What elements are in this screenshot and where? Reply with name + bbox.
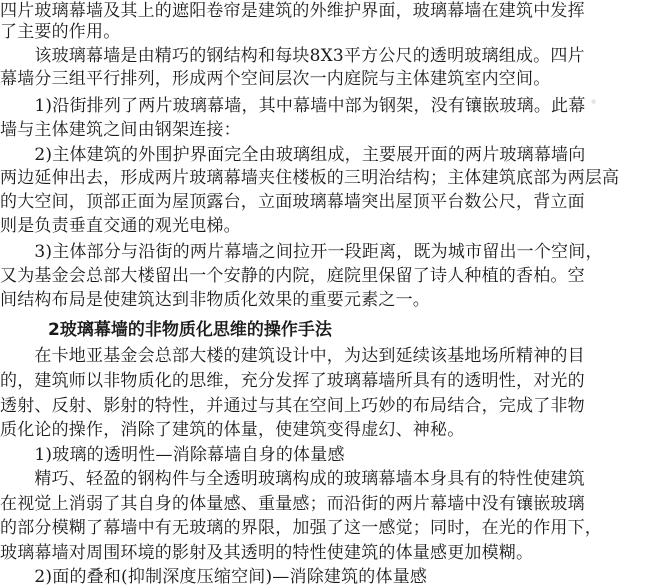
text-line: 2)面的叠和(抑制深度压缩空间)—消除建筑的体量感 — [0, 567, 428, 587]
text-line: 四片玻璃幕墙及其上的遮阳卷帘是建筑的外维护界面，玻璃幕墙在建筑中发挥 — [0, 1, 585, 21]
text-line: 幕墙分三组平行排列，形成两个空间层次一内庭院与主体建筑室内空间。 — [0, 69, 551, 89]
text-line: 质化论的操作，消除了建筑的体量，使建筑变得虚幻、神秘。 — [0, 420, 465, 440]
text-line: 2)主体建筑的外围护界面完全由玻璃组成，主要展开面的两片玻璃幕墙向 — [0, 145, 586, 165]
text-line: 玻璃幕墙对周围环境的影射及其透明的特性使建筑的体量感更加模糊。 — [0, 543, 534, 563]
text-line: 的大空间，顶部正面为屋顶露台，立面玻璃幕墙突出屋顶平台数公尺，背立面 — [0, 192, 585, 212]
text-line: 的，建筑师以非物质化的思维，充分发挥了玻璃幕墙所具有的透明性，对光的 — [0, 371, 585, 391]
text-line: 1)沿街排列了两片玻璃幕墙，其中幕墙中部为钢架，没有镶嵌玻璃。此幕 — [0, 96, 586, 116]
text-line: 则是负责垂直交通的观光电梯。 — [0, 216, 241, 236]
text-line: 该玻璃幕墙是由精巧的钢结构和每块8X3平方公尺的透明玻璃组成。四片 — [0, 46, 585, 66]
text-line: 两边延伸出去，形成两片玻璃幕墙夹住楼板的三明治结构；主体建筑底部为两层高 — [0, 168, 620, 188]
text-line: 间结构布局是使建筑达到非物质化效果的重要元素之一。 — [0, 290, 430, 310]
text-line: 1)玻璃的透明性—消除幕墙自身的体量感 — [0, 445, 345, 465]
text-line: 墙与主体建筑之间由钢架连接： — [0, 120, 241, 140]
section-heading: 2玻璃幕墙的非物质化思维的操作手法 — [48, 320, 332, 340]
text-line: 3)主体部分与沿街的两片幕墙之间拉开一段距离，既为城市留出一个空间， — [0, 242, 603, 262]
text-line: 了主要的作用。 — [0, 22, 121, 42]
text-line: 精巧、轻盈的钢构件与全透明玻璃构成的玻璃幕墙本身具有的特性使建筑 — [0, 469, 585, 489]
text-line: 在卡地亚基金会总部大楼的建筑设计中，为达到延续该基地场所精神的目 — [0, 346, 585, 366]
text-line: 又为基金会总部大楼留出一个安静的内院，庭院里保留了诗人种植的香柏。空 — [0, 266, 585, 286]
text-line: 在视觉上消弱了其自身的体量感、重量感；而沿街的两片幕墙中没有镶嵌玻璃 — [0, 494, 585, 514]
watermark: · — [583, 89, 605, 116]
text-line: 透射、反射、影射的特性，并通过与其在空间上巧妙的布局结合，完成了非物 — [0, 396, 585, 416]
text-line: 的部分模糊了幕墙中有无玻璃的界限，加强了这一感觉；同时，在光的作用下， — [0, 518, 602, 538]
